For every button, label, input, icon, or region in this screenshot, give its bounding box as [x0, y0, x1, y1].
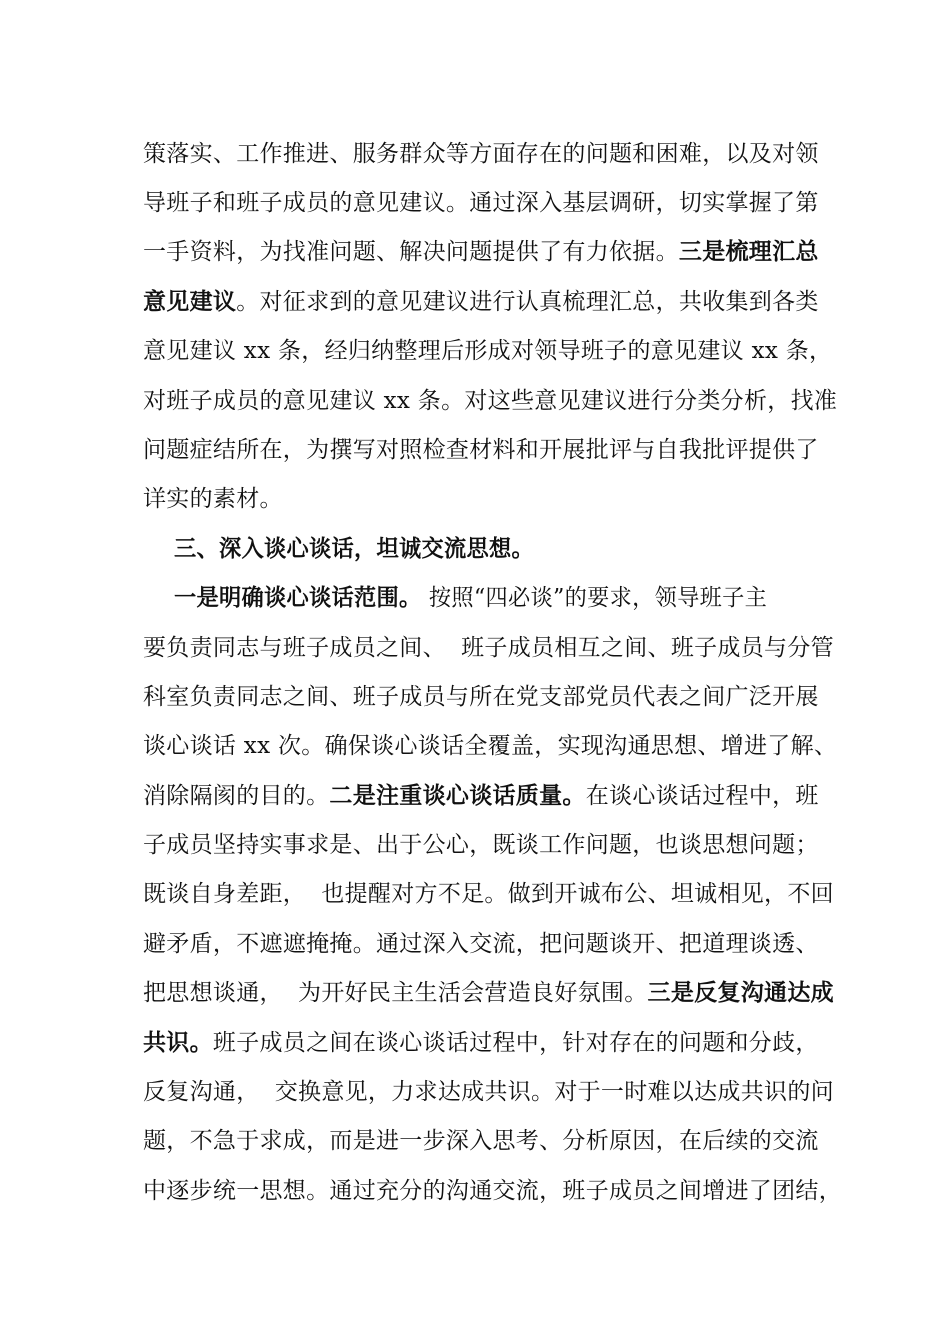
text-line: 策落实、工作推进、服务群众等方面存在的问题和困难，以及对领: [143, 141, 819, 167]
text-line: 题，不急于求成，而是进一步深入思考、分析原因，在后续的交流: [143, 1128, 819, 1154]
text-line: 问题症结所在，为撰写对照检查材料和开展批评与自我批评提供了: [143, 437, 819, 463]
text-line: 导班子和班子成员的意见建议。通过深入基层调研，切实掌握了第: [143, 190, 819, 216]
text-line: 意见建议。对征求到的意见建议进行认真梳理汇总，共收集到各类: [143, 289, 819, 315]
text-line: 既谈自身差距， 也提醒对方不足。做到开诚布公、坦诚相见，不回: [143, 881, 834, 907]
text-line: 详实的素材。: [143, 486, 283, 512]
text-line: 共识。班子成员之间在谈心谈话过程中，针对存在的问题和分歧，: [143, 1030, 819, 1056]
text-line: 科室负责同志之间、班子成员与所在党支部党员代表之间广泛开展: [143, 684, 819, 710]
text-line: 避矛盾，不遮遮掩掩。通过深入交流，把问题谈开、把道理谈透、: [143, 931, 819, 957]
text-line: 对班子成员的意见建议 xx 条。对这些意见建议进行分类分析，找准: [143, 388, 838, 414]
text-line: 一手资料，为找准问题、解决问题提供了有力依据。三是梳理汇总: [143, 239, 819, 265]
section-heading: 三、深入谈心谈话，坦诚交流思想。: [174, 536, 535, 562]
text-line: 把思想谈通， 为开好民主生活会营造良好氛围。三是反复沟通达成: [143, 980, 834, 1006]
text-line: 要负责同志与班子成员之间、 班子成员相互之间、班子成员与分管: [143, 635, 834, 661]
text-line: 意见建议 xx 条，经归纳整理后形成对领导班子的意见建议 xx 条，: [143, 338, 833, 364]
text-line: 一是明确谈心谈话范围。 按照“四必谈”的要求，领导班子主: [174, 585, 768, 611]
text-line: 中逐步统一思想。通过充分的沟通交流，班子成员之间增进了团结，: [143, 1178, 842, 1204]
text-line: 消除隔阂的目的。二是注重谈心谈话质量。在谈心谈话过程中，班: [143, 783, 819, 809]
text-line: 反复沟通， 交换意见，力求达成共识。对于一时难以达成共识的问: [143, 1079, 834, 1105]
text-line: 谈心谈话 xx 次。确保谈心谈话全覆盖，实现沟通思想、增进了解、: [143, 733, 838, 759]
text-line: 子成员坚持实事求是、出于公心，既谈工作问题，也谈思想问题；: [143, 832, 819, 858]
